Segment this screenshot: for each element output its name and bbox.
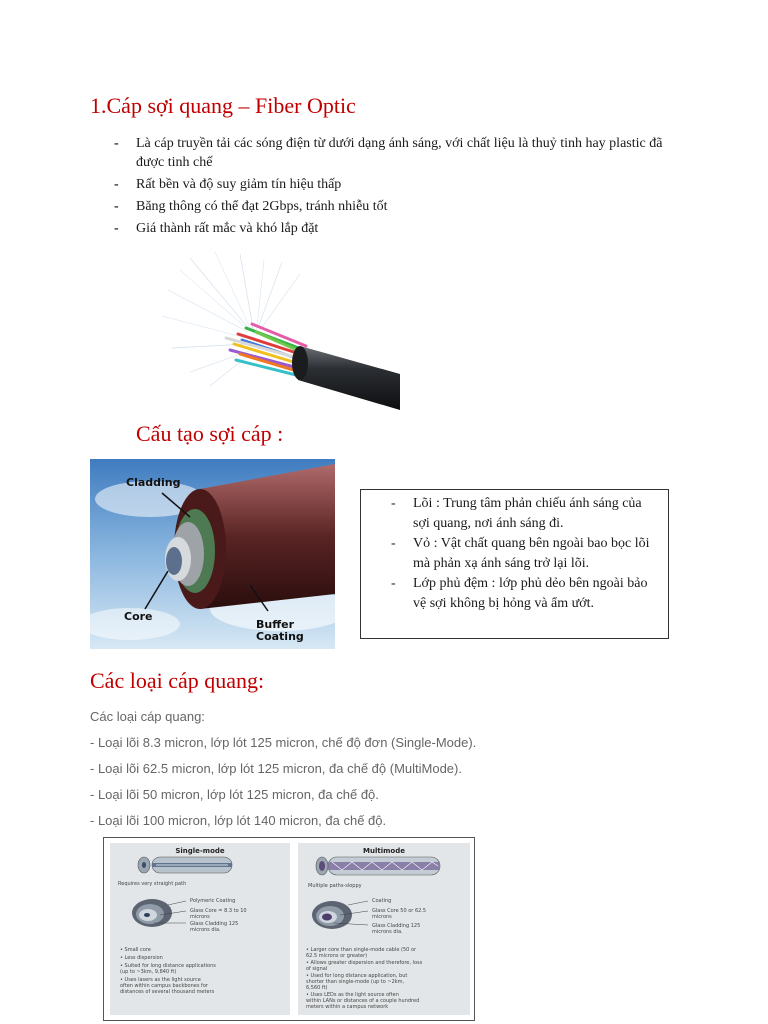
note: often within campus backbones for — [120, 983, 208, 989]
section-title-structure: Cấu tạo sợi cáp : — [136, 421, 284, 446]
note: distances of several thousand meters — [120, 989, 215, 995]
types-item: - Loại lõi 100 micron, lớp lót 140 micron, đa chế độ. — [90, 813, 387, 828]
label: Glass Cladding 125 — [190, 921, 239, 927]
types-item: - Loại lõi 62.5 micron, lớp lót 125 micron, đa chế độ (MultiMode). — [90, 761, 462, 776]
fiber-cross-section-image — [90, 459, 335, 649]
fiber-modes-figure — [103, 837, 475, 1021]
single-mode-subtitle: Requires very straight path — [118, 881, 187, 887]
note: meters within a campus network — [306, 1004, 389, 1010]
core-label: Core — [124, 610, 153, 623]
note: shorter than single-mode (up to ~2km, — [306, 979, 405, 985]
note: • Uses LEDs as the light source often — [306, 992, 399, 998]
page-title: 1.Cáp sợi quang – Fiber Optic — [90, 93, 356, 118]
label: Coating — [372, 898, 392, 904]
multimode-panel — [298, 843, 470, 1015]
label: microns dia. — [372, 929, 403, 935]
list-item: - Rất bền và độ suy giảm tín hiệu thấp — [112, 175, 672, 194]
note: within LANs or distances of a couple hundred — [306, 998, 420, 1004]
note: • Less dispersion — [120, 955, 163, 961]
types-item: - Loại lõi 50 micron, lớp lót 125 micron, đa chế độ. — [90, 787, 379, 802]
fiber-cable-image — [160, 250, 400, 410]
note: of signal — [306, 966, 328, 972]
note: • Larger core than single-mode cable (50 or — [306, 947, 417, 953]
list-item: - Là cáp truyền tải các sóng điện từ dưới dạng ánh sáng, với chất liệu là thuỷ tinh hay plastic đã được tinh chế — [112, 134, 672, 172]
multimode-title: Multimode — [363, 847, 405, 855]
note: 6,560 ft) — [306, 985, 328, 991]
coating-label: Coating — [256, 630, 304, 643]
label: Glass Cladding 125 — [372, 923, 421, 929]
list-item: - Băng thông có thể đạt 2Gbps, tránh nhiễu tốt — [112, 197, 672, 216]
note: 62.5 microns or greater) — [306, 953, 368, 959]
types-item: - Loại lõi 8.3 micron, lớp lót 125 micron, chế độ đơn (Single-Mode). — [90, 735, 477, 750]
list-item: - Giá thành rất mắc và khó lắp đặt — [112, 219, 672, 238]
note: • Suited for long distance applications — [120, 963, 216, 969]
note: • Used for long distance application, but — [306, 973, 408, 979]
note: • Allows greater dispersion and therefore, loss — [306, 960, 423, 966]
note: • Uses lasers as the light source — [120, 977, 201, 983]
label: Polymeric Coating — [190, 898, 236, 904]
label: microns — [372, 914, 392, 920]
buffer-label: Buffer — [256, 618, 295, 631]
cladding-label: Cladding — [126, 476, 181, 489]
list-item: - Vỏ : Vật chất quang bên ngoài bao bọc lõi mà phản xạ ánh sáng trở lại lõi. — [391, 534, 658, 574]
label: Glass Core = 8.3 to 10 — [190, 908, 247, 914]
intro-bullet-list — [112, 134, 672, 241]
single-mode-panel — [110, 843, 290, 1015]
section-title-types: Các loại cáp quang: — [90, 668, 265, 693]
single-mode-title: Single-mode — [175, 847, 225, 855]
label: microns dia. — [190, 927, 221, 933]
label: Glass Core 50 or 62.5 — [372, 908, 427, 914]
multimode-subtitle: Multiple paths-sloppy — [308, 883, 362, 889]
list-item: - Lớp phủ đệm : lớp phủ dẻo bên ngoài bảo vệ sợi không bị hỏng và ẩm ướt. — [391, 574, 658, 614]
list-item: - Lõi : Trung tâm phản chiếu ánh sáng của sợi quang, nơi ánh sáng đi. — [391, 494, 658, 534]
note: (up to ~3km, 9,840 ft) — [120, 969, 177, 975]
structure-description-box — [360, 489, 669, 639]
note: • Small core — [120, 947, 151, 953]
types-intro: Các loại cáp quang: — [90, 709, 205, 724]
label: microns — [190, 914, 210, 920]
